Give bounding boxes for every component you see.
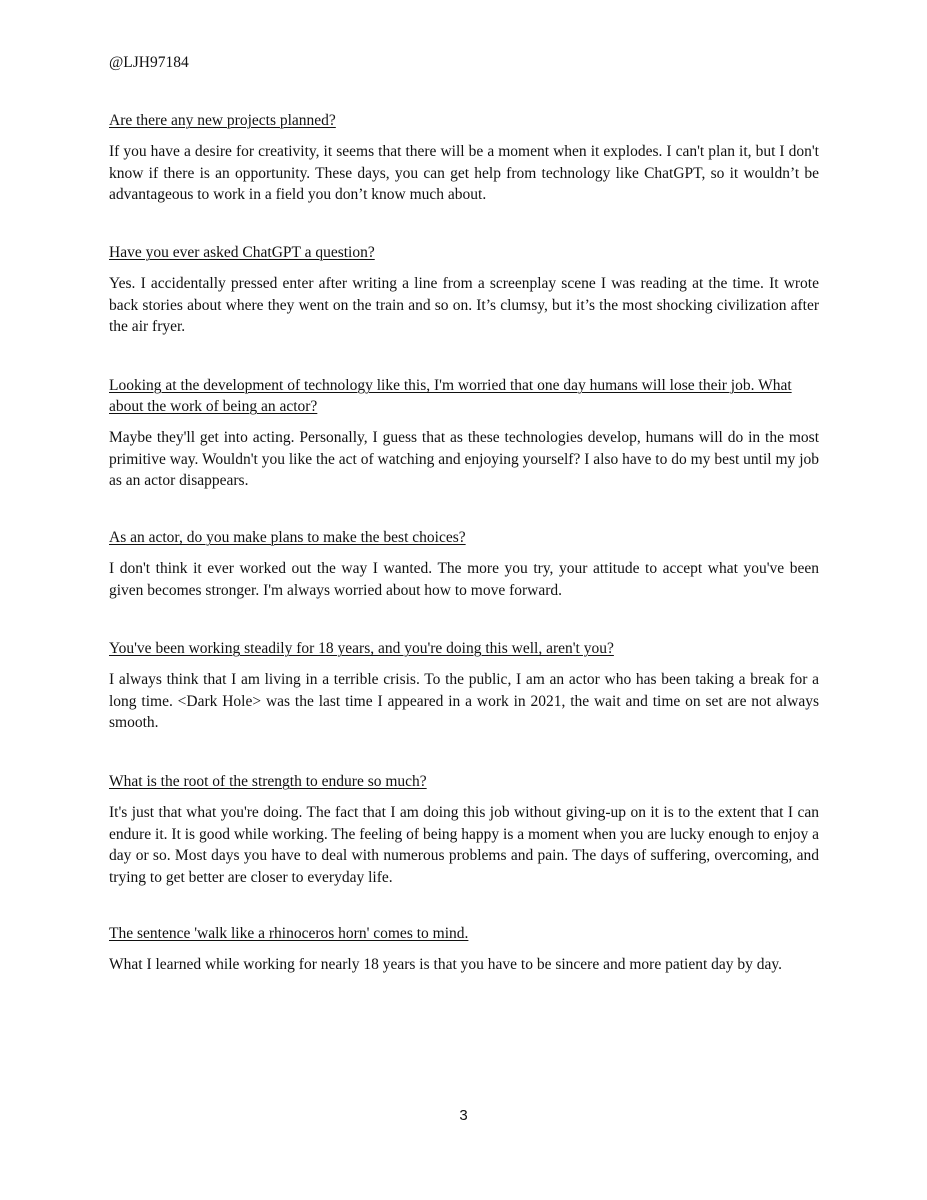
qa-block: [109, 771, 819, 888]
question: Looking at the development of technology like this, I'm worried that one day humans will lose their job. What about the work of being an actor?: [109, 377, 792, 415]
question: As an actor, do you make plans to make the best choices?: [109, 529, 466, 546]
question: What is the root of the strength to endure so much?: [109, 773, 427, 790]
page-number: 3: [459, 1107, 468, 1124]
answer: Yes. I accidentally pressed enter after writing a line from a screenplay scene I was reading at the time. It wrote back stories about where they went on the train and so on. It’s clumsy, but it’s the most shocking civilization after the air fryer.: [109, 275, 819, 335]
qa-block: [109, 527, 819, 601]
answer: I always think that I am living in a terrible crisis. To the public, I am an actor who has been taking a break for a long time. <Dark Hole> was the last time I appeared in a work in 2021, the wait and time on set are not always smooth.: [109, 671, 819, 731]
question: Are there any new projects planned?: [109, 112, 336, 129]
author-handle: @LJH97184: [109, 54, 189, 71]
qa-block: [109, 375, 819, 492]
question: Have you ever asked ChatGPT a question?: [109, 244, 375, 261]
answer: What I learned while working for nearly 18 years is that you have to be sincere and more patient day by day.: [109, 956, 783, 973]
answer: Maybe they'll get into acting. Personally, I guess that as these technologies develop, humans will do in the most primitive way. Wouldn't you like the act of watching and enjoying yourself? I also have to do my best until my job as an actor disappears.: [109, 429, 819, 489]
qa-block: [109, 242, 819, 338]
answer: If you have a desire for creativity, it seems that there will be a moment when it explodes. I can't plan it, but I don't know if there is an opportunity. These days, you can get help from technology like ChatGPT, so it wouldn’t be advantageous to work in a field you don’t know much about.: [109, 143, 819, 203]
question: You've been working steadily for 18 years, and you're doing this well, aren't you?: [109, 640, 614, 657]
qa-block: [109, 638, 819, 734]
answer: It's just that what you're doing. The fact that I am doing this job without giving-up on it is to the extent that I can endure it. It is good while working. The feeling of being happy is a moment when you are lucky enough to enjoy a day or so. Most days you have to deal with numerous problems and pain. The days of suffering, overcoming, and trying to get better are closer to everyday life.: [109, 804, 819, 886]
qa-block: [109, 110, 819, 206]
qa-block: [109, 923, 819, 976]
question: The sentence 'walk like a rhinoceros horn' comes to mind.: [109, 925, 469, 942]
answer: I don't think it ever worked out the way I wanted. The more you try, your attitude to accept what you've been given becomes stronger. I'm always worried about how to move forward.: [109, 560, 819, 599]
